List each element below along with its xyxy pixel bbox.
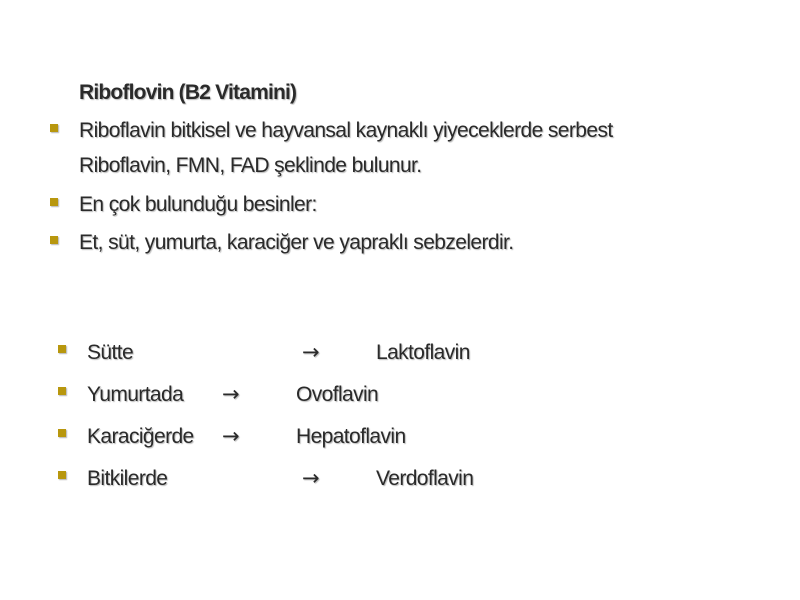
source-item-label: Karaciğerde <box>87 425 194 448</box>
bullet-square-icon <box>58 471 66 479</box>
source-item-label: Sütte <box>87 341 134 364</box>
source-item-flavin: Verdoflavin <box>376 467 474 490</box>
arrow-right-icon: → <box>222 382 240 406</box>
source-item-flavin: Ovoflavin <box>296 383 379 406</box>
paragraph-2-line-1: En çok bulunduğu besinler: <box>79 193 317 216</box>
source-item-label: Bitkilerde <box>87 467 168 490</box>
arrow-right-icon: → <box>222 424 240 448</box>
bullet-square-icon <box>58 429 66 437</box>
source-item-label: Yumurtada <box>87 383 184 406</box>
source-item-flavin: Hepatoflavin <box>296 425 406 448</box>
bullet-square-icon <box>58 345 66 353</box>
paragraph-1-line-1: Riboflavin bitkisel ve hayvansal kaynaklı yiyeceklerde serbest <box>79 119 613 142</box>
arrow-right-icon: → <box>302 340 320 364</box>
paragraph-1-line-2: Riboflavin, FMN, FAD şeklinde bulunur. <box>79 154 422 177</box>
bullet-square-icon <box>50 198 58 206</box>
bullet-square-icon <box>58 387 66 395</box>
bullet-square-icon <box>50 124 58 132</box>
arrow-right-icon: → <box>302 466 320 490</box>
bullet-square-icon <box>50 236 58 244</box>
slide-title: Riboflovin (B2 Vitamini) <box>79 81 297 104</box>
paragraph-3-line-1: Et, süt, yumurta, karaciğer ve yapraklı sebzelerdir. <box>79 231 514 254</box>
source-item-flavin: Laktoflavin <box>376 341 470 364</box>
